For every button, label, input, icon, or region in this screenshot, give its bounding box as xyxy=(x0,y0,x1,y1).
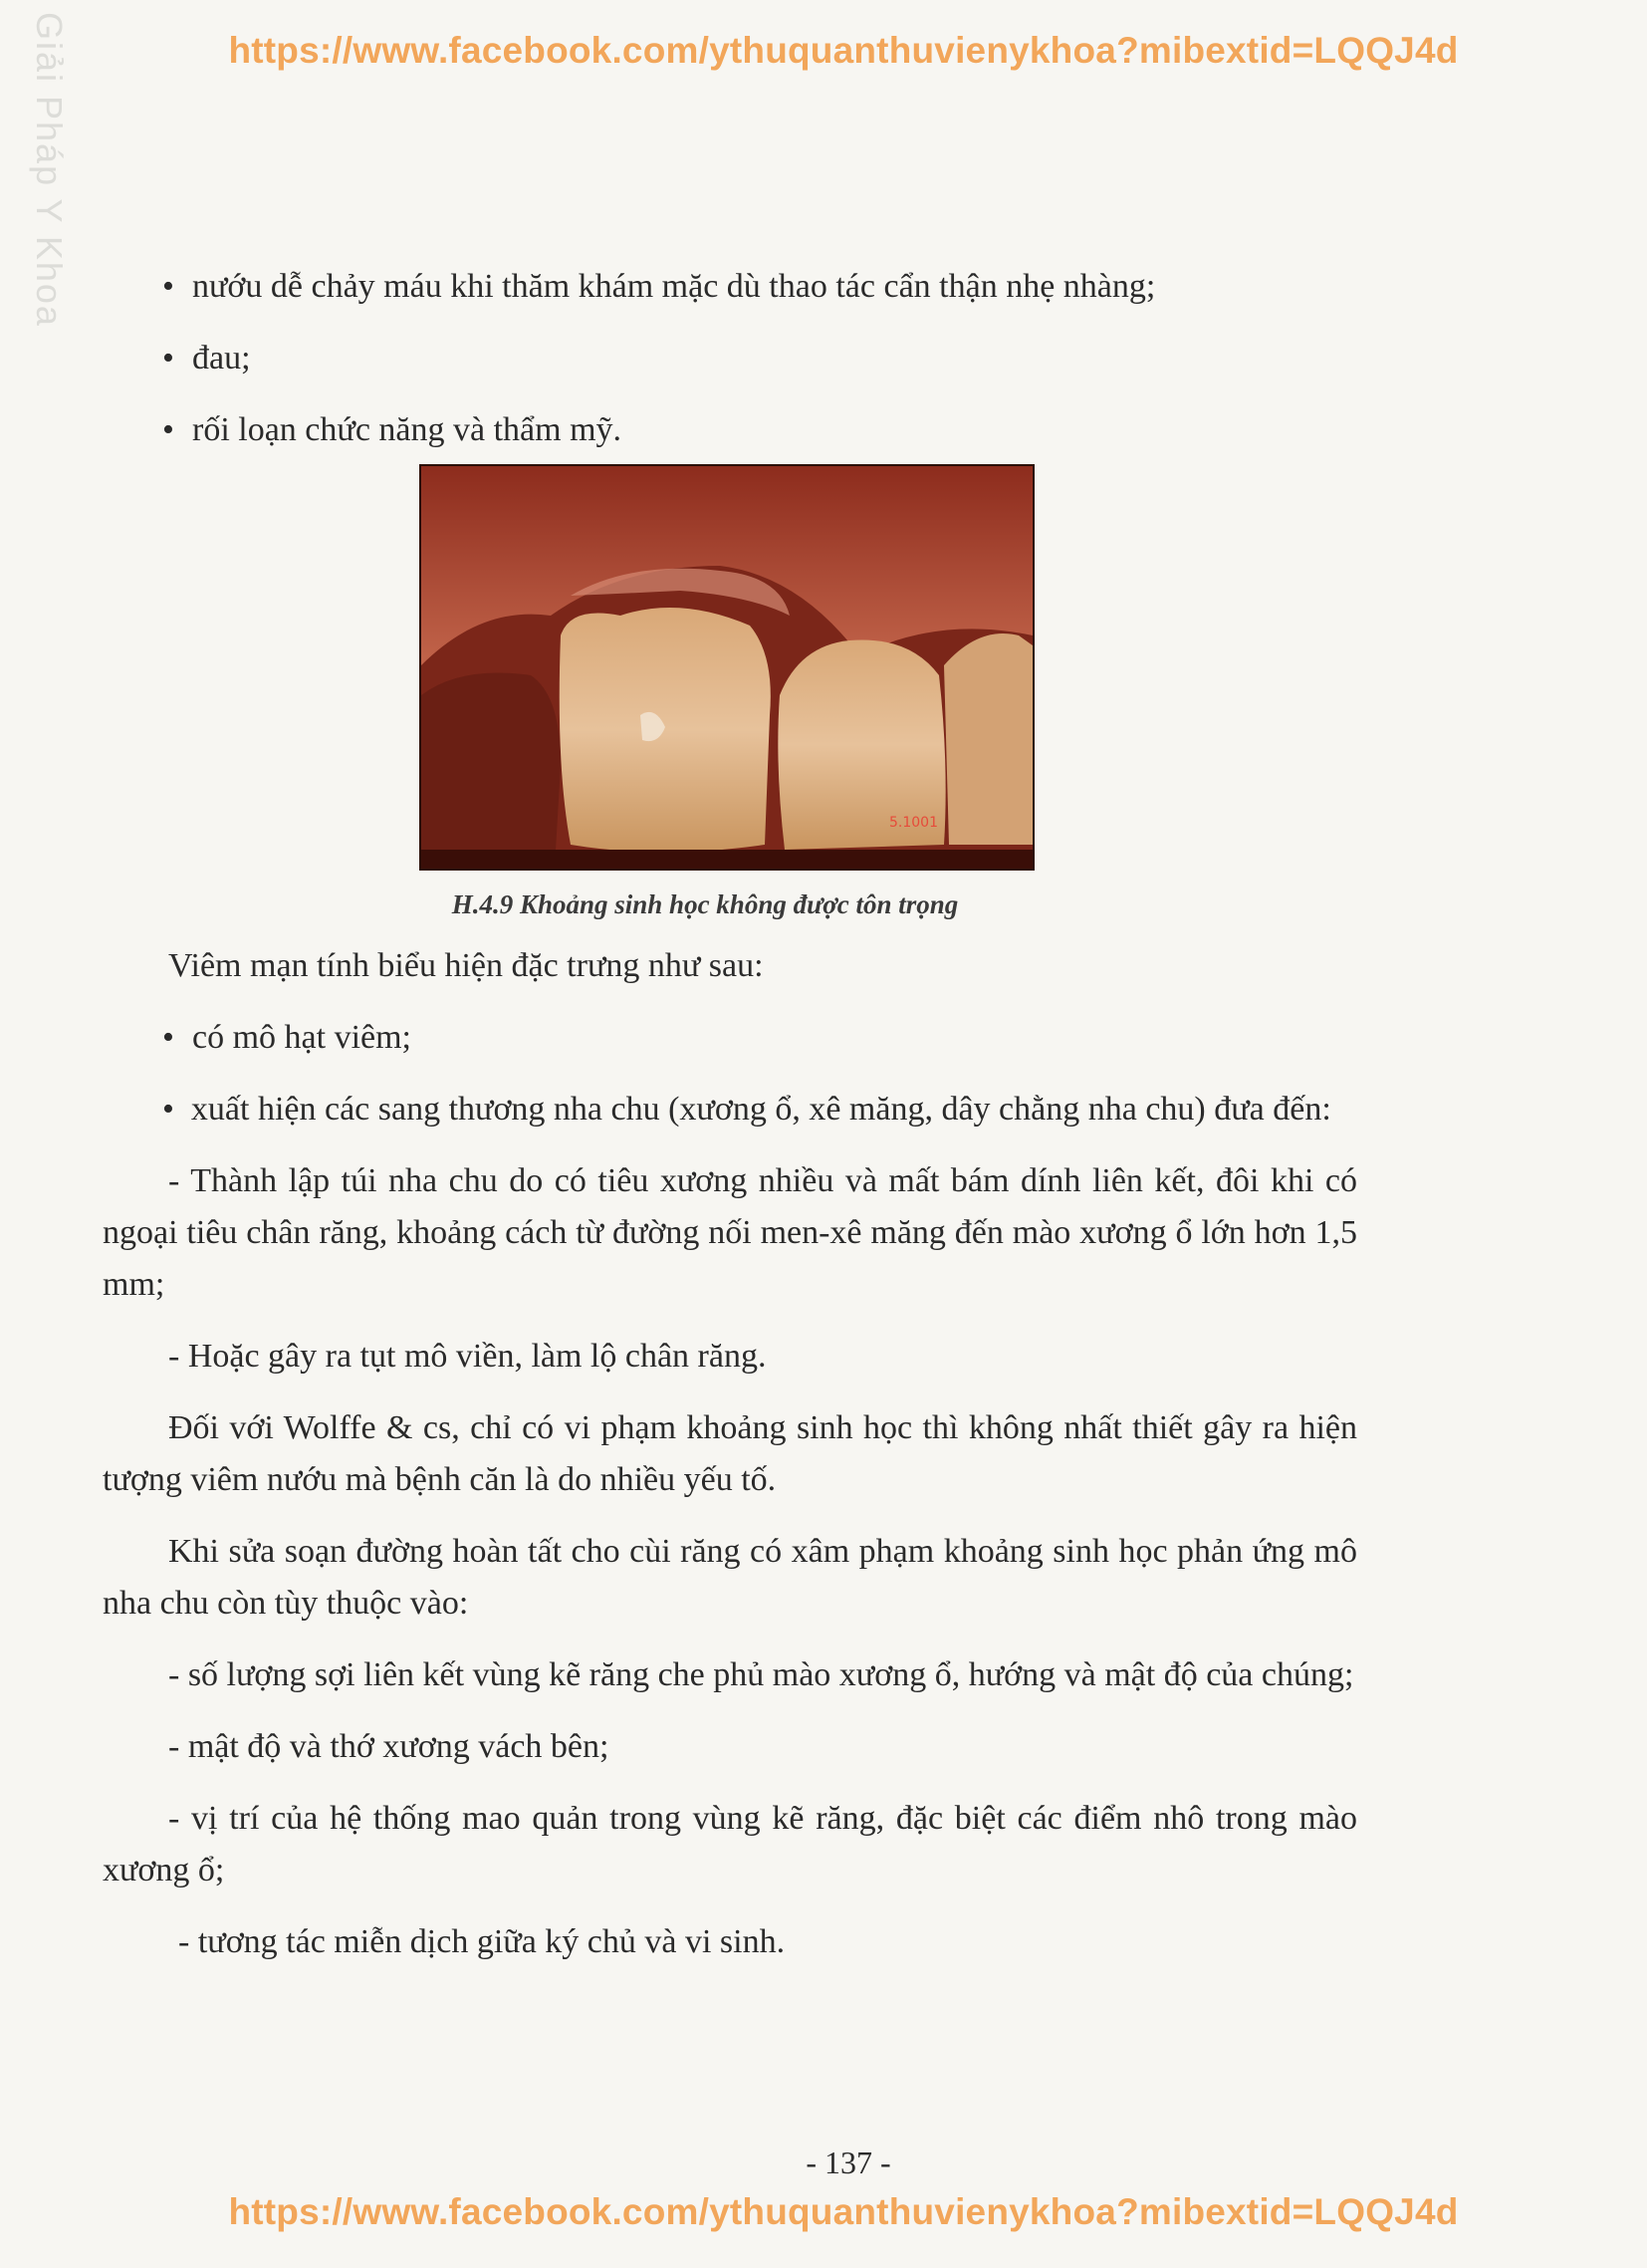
bullet-text: đau; xyxy=(192,340,251,377)
watermark-url-bottom: https://www.facebook.com/ythuquanthuvienykhoa?mibextid=LQQJ4d xyxy=(228,2191,1459,2232)
side-watermark: Giải Pháp Y Khoa xyxy=(29,12,70,328)
bullet-dot-icon: • xyxy=(162,268,174,305)
bullet-item-long xyxy=(103,1084,1357,1135)
paragraph-wolffe: Đối với Wolffe & cs, chỉ có vi phạm khoảng sinh học thì không nhất thiết gây ra hiện tượng viêm nướu mà bệnh căn là do nhiều yếu tố. xyxy=(103,1409,1357,1498)
bullet-dot-icon: • xyxy=(162,340,174,377)
paragraph-khi: Khi sửa soạn đường hoàn tất cho cùi răng có xâm phạm khoảng sinh học phản ứng mô nha chu còn tùy thuộc vào: xyxy=(103,1533,1357,1622)
bullet-item xyxy=(162,404,1357,456)
dash-item: - vị trí của hệ thống mao quản trong vùng kẽ răng, đặc biệt các điểm nhô trong mào xương ổ; xyxy=(103,1800,1357,1889)
bullet-dot-icon: • xyxy=(162,1019,174,1056)
bullet-text: xuất hiện các sang thương nha chu (xương ổ, xê măng, dây chằng nha chu) đưa đến: xyxy=(190,1091,1331,1128)
dash-item: - tương tác miễn dịch giữa ký chủ và vi sinh. xyxy=(178,1923,786,1960)
dash-item: - Hoặc gây ra tụt mô viền, làm lộ chân răng. xyxy=(168,1338,767,1375)
bullet-dot-icon: • xyxy=(162,411,174,448)
bullet-text: rối loạn chức năng và thẩm mỹ. xyxy=(192,411,622,448)
figure xyxy=(419,464,1031,922)
figure-caption: H.4.9 Khoảng sinh học không được tôn trọng xyxy=(451,889,959,919)
bullet-item xyxy=(162,333,1357,384)
page-number: - 137 - xyxy=(806,2144,891,2180)
paragraph-intro: Viêm mạn tính biểu hiện đặc trưng như sau: xyxy=(168,947,764,984)
bullet-text: có mô hạt viêm; xyxy=(192,1019,412,1056)
dash-item: - số lượng sợi liên kết vùng kẽ răng che phủ mào xương ổ, hướng và mật độ của chúng; xyxy=(168,1656,1354,1693)
dash-item: - Thành lập túi nha chu do có tiêu xương nhiều và mất bám dính liên kết, đôi khi có ngoại tiêu chân răng, khoảng cách từ đường nối men-xê măng đến mào xương ổ lớn hơn 1,5 mm; xyxy=(103,1162,1357,1303)
bullet-dot-icon: • xyxy=(162,1091,191,1128)
dental-photo xyxy=(419,464,1035,871)
page-content xyxy=(103,261,1357,1988)
bullet-text: nướu dễ chảy máu khi thăm khám mặc dù thao tác cẩn thận nhẹ nhàng; xyxy=(192,268,1156,305)
watermark-url-top: https://www.facebook.com/ythuquanthuvienykhoa?mibextid=LQQJ4d xyxy=(228,30,1459,71)
bullet-item xyxy=(162,1012,1357,1064)
bullet-item xyxy=(162,261,1357,313)
photo-stamp: 5.1001 xyxy=(889,815,938,831)
dash-item: - mật độ và thớ xương vách bên; xyxy=(168,1728,609,1765)
